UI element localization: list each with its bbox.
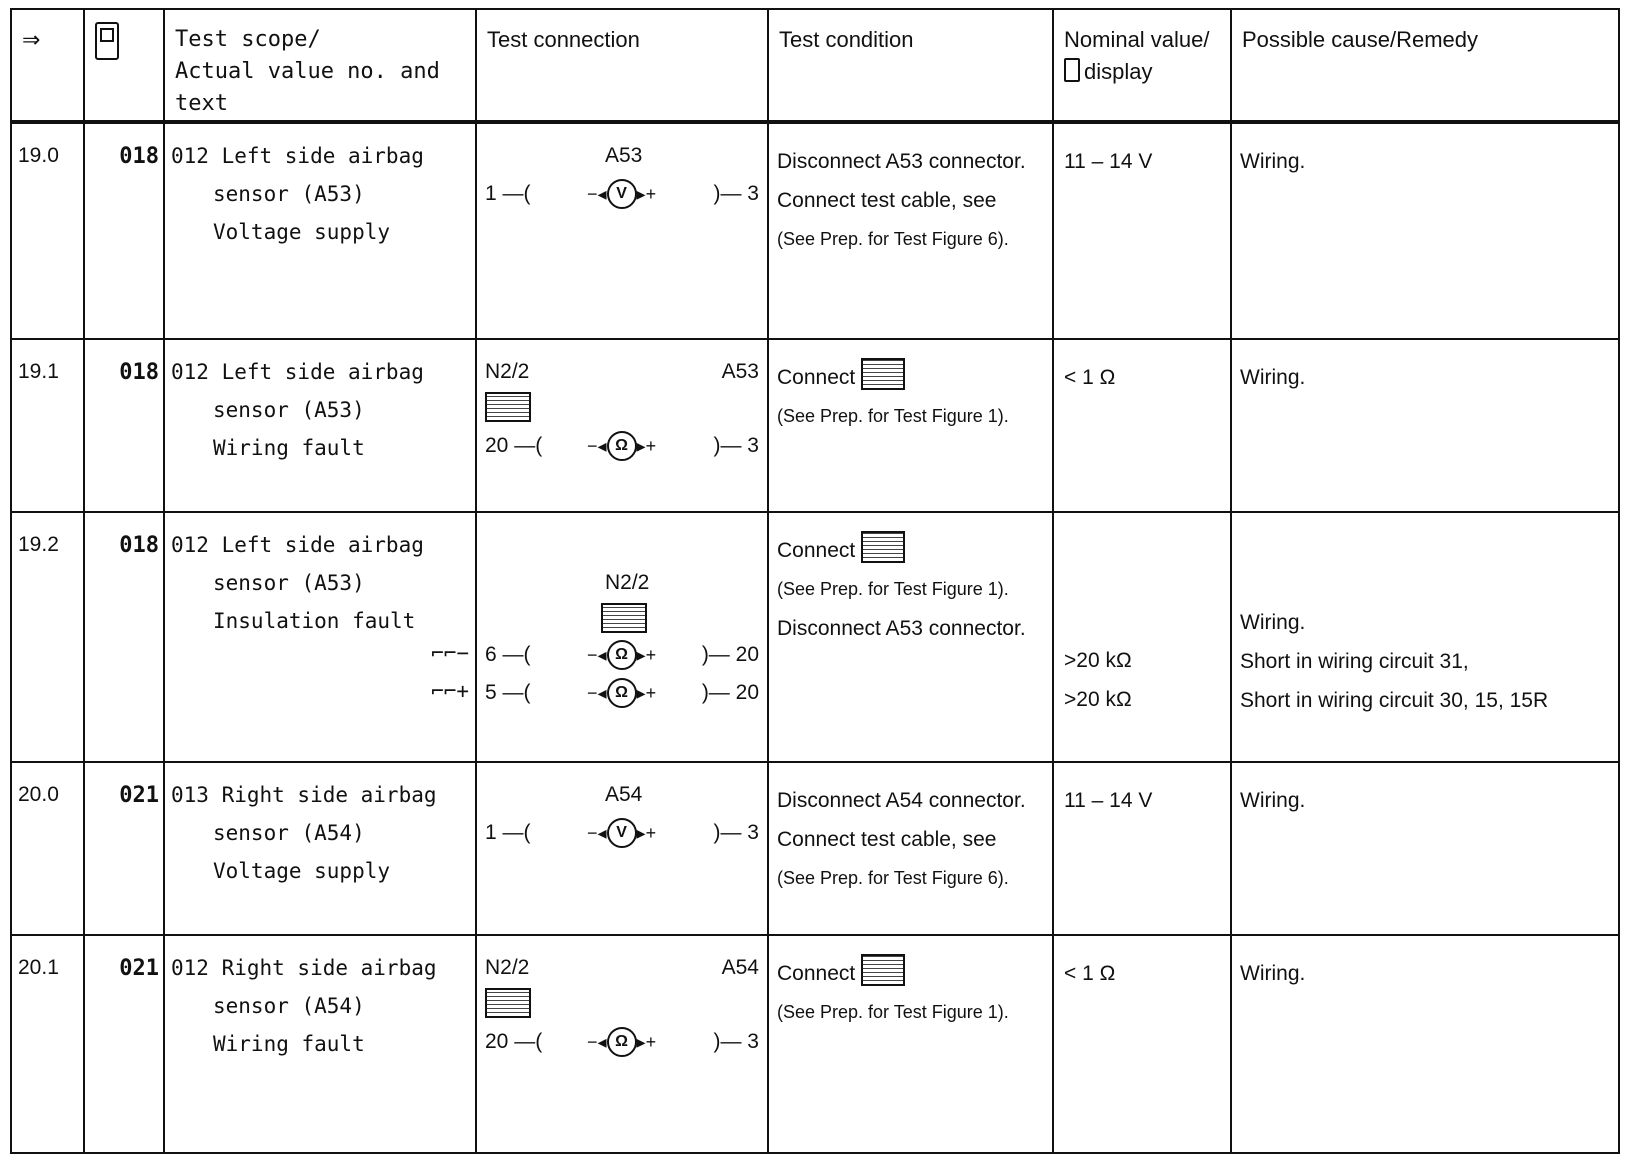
tester-box-icon bbox=[861, 954, 905, 986]
meter-symbol: −◂ Ω ▸+ bbox=[587, 678, 656, 708]
nominal-value: < 1 Ω bbox=[1064, 962, 1116, 985]
test-scope-cell bbox=[164, 762, 476, 935]
connector-name: N2/2 bbox=[605, 571, 650, 594]
scope-line: 012 Left side airbag bbox=[171, 144, 424, 168]
connector-name: A54 bbox=[721, 956, 759, 979]
nominal-value: >20 kΩ bbox=[1064, 649, 1132, 672]
condition-text: Connect bbox=[777, 366, 856, 389]
tester-code: 021 bbox=[84, 935, 164, 1153]
connection-right-pin: )— 3 bbox=[713, 821, 759, 844]
test-scope-cell bbox=[164, 339, 476, 512]
scope-line: Wiring fault bbox=[213, 436, 365, 460]
condition-line bbox=[777, 358, 1046, 397]
header-scope bbox=[164, 9, 476, 122]
header-nominal-line1: Nominal value/ bbox=[1064, 27, 1210, 52]
condition-reference: (See Prep. for Test Figure 1). bbox=[777, 579, 1009, 599]
condition-text: Connect test cable, see bbox=[777, 828, 997, 851]
condition-text: Connect bbox=[777, 962, 856, 985]
scope-line: sensor (A53) bbox=[213, 571, 365, 595]
header-row bbox=[11, 9, 1619, 122]
connection-left-pin: 1 —( bbox=[485, 182, 531, 205]
step-number: 20.1 bbox=[11, 935, 84, 1153]
tester-label: N2/2 bbox=[485, 956, 530, 979]
test-condition-cell bbox=[768, 762, 1053, 935]
remedy-text: Wiring. bbox=[1240, 150, 1306, 173]
connector-name: A53 bbox=[605, 144, 643, 167]
header-tester bbox=[84, 9, 164, 122]
test-connection-cell bbox=[476, 512, 768, 762]
connection-right-pin: )— 3 bbox=[713, 1030, 759, 1053]
condition-line bbox=[777, 820, 1046, 859]
condition-line bbox=[777, 181, 1046, 220]
remedy-text: Wiring. bbox=[1240, 962, 1306, 985]
nominal-value: >20 kΩ bbox=[1064, 688, 1132, 711]
tester-box-icon bbox=[485, 392, 531, 422]
test-condition-cell bbox=[768, 122, 1053, 339]
probe-label: ⌐⌐+ bbox=[431, 679, 469, 703]
scope-line: 012 Left side airbag bbox=[171, 360, 424, 384]
test-connection-cell bbox=[476, 122, 768, 339]
remedy-text: Short in wiring circuit 31, bbox=[1240, 650, 1469, 673]
header-arrow: ⇒ bbox=[11, 9, 84, 122]
header-scope-line1: Test scope/ bbox=[175, 27, 321, 52]
scope-line: Insulation fault bbox=[213, 609, 416, 633]
table-row bbox=[11, 122, 1619, 339]
header-remedy: Possible cause/Remedy bbox=[1231, 9, 1619, 122]
test-connection-cell bbox=[476, 762, 768, 935]
condition-line bbox=[777, 781, 1046, 820]
connection-left-pin: 20 —( bbox=[485, 434, 543, 457]
nominal-value: < 1 Ω bbox=[1064, 366, 1116, 389]
header-nominal-line2: display bbox=[1084, 59, 1153, 84]
nominal-value-cell bbox=[1053, 122, 1231, 339]
meter-ohmmeter-icon: Ω bbox=[607, 678, 637, 708]
remedy-text: Wiring. bbox=[1240, 611, 1306, 634]
connection-right-pin: )— 20 bbox=[701, 681, 759, 704]
test-table-sheet bbox=[10, 8, 1618, 1144]
test-connection-cell bbox=[476, 935, 768, 1153]
step-number: 19.1 bbox=[11, 339, 84, 512]
scope-line: 012 Left side airbag bbox=[171, 533, 424, 557]
connection-right-pin: )— 20 bbox=[701, 643, 759, 666]
tester-box-icon bbox=[601, 603, 647, 633]
remedy-cell bbox=[1231, 762, 1619, 935]
connector-name: A53 bbox=[721, 360, 759, 383]
tester-label: N2/2 bbox=[485, 360, 530, 383]
condition-reference: (See Prep. for Test Figure 1). bbox=[777, 406, 1009, 426]
probe-label: ⌐⌐− bbox=[431, 641, 469, 665]
header-scope-line2: Actual value no. and text bbox=[175, 59, 440, 116]
condition-line bbox=[777, 954, 1046, 993]
tester-code: 018 bbox=[84, 512, 164, 762]
meter-symbol: −◂ V ▸+ bbox=[587, 179, 656, 209]
connection-right-pin: )— 3 bbox=[713, 434, 759, 457]
condition-extra: Disconnect A53 connector. bbox=[777, 617, 1026, 640]
scope-line: Wiring fault bbox=[213, 1032, 365, 1056]
condition-line bbox=[777, 142, 1046, 181]
remedy-text: Wiring. bbox=[1240, 789, 1306, 812]
condition-text: Connect test cable, see bbox=[777, 189, 997, 212]
meter-voltmeter-icon: V bbox=[607, 179, 637, 209]
table-row bbox=[11, 935, 1619, 1153]
nominal-value-cell bbox=[1053, 339, 1231, 512]
condition-text: Connect bbox=[777, 539, 856, 562]
connector-name: A54 bbox=[605, 783, 643, 806]
scope-line: Voltage supply bbox=[213, 220, 391, 244]
connection-left-pin: 5 —( bbox=[485, 681, 531, 704]
test-scope-cell bbox=[164, 935, 476, 1153]
condition-line bbox=[777, 531, 1046, 570]
meter-ohmmeter-icon: Ω bbox=[607, 1027, 637, 1057]
nominal-value: 11 – 14 V bbox=[1064, 150, 1153, 173]
header-condition: Test condition bbox=[768, 9, 1053, 122]
remedy-cell bbox=[1231, 339, 1619, 512]
tester-code: 021 bbox=[84, 762, 164, 935]
connection-right-pin: )— 3 bbox=[713, 182, 759, 205]
hand-tester-icon bbox=[95, 22, 119, 60]
scope-line: sensor (A54) bbox=[213, 821, 365, 845]
scope-line: sensor (A53) bbox=[213, 182, 365, 206]
meter-symbol: −◂ V ▸+ bbox=[587, 818, 656, 848]
scope-line: sensor (A53) bbox=[213, 398, 365, 422]
meter-symbol: −◂ Ω ▸+ bbox=[587, 1027, 656, 1057]
condition-text: Disconnect A54 connector. bbox=[777, 789, 1026, 812]
meter-symbol: −◂ Ω ▸+ bbox=[587, 640, 656, 670]
remedy-cell bbox=[1231, 512, 1619, 762]
test-condition-cell bbox=[768, 512, 1053, 762]
test-connection-cell bbox=[476, 339, 768, 512]
tester-code: 018 bbox=[84, 339, 164, 512]
step-number: 20.0 bbox=[11, 762, 84, 935]
table-row bbox=[11, 512, 1619, 762]
scope-line: 013 Right side airbag bbox=[171, 783, 437, 807]
test-condition-cell bbox=[768, 339, 1053, 512]
remedy-cell bbox=[1231, 935, 1619, 1153]
table-row bbox=[11, 762, 1619, 935]
meter-voltmeter-icon: V bbox=[607, 818, 637, 848]
test-scope-cell bbox=[164, 512, 476, 762]
meter-ohmmeter-icon: Ω bbox=[607, 640, 637, 670]
step-number: 19.0 bbox=[11, 122, 84, 339]
connection-left-pin: 20 —( bbox=[485, 1030, 543, 1053]
connection-left-pin: 1 —( bbox=[485, 821, 531, 844]
condition-reference: (See Prep. for Test Figure 6). bbox=[777, 229, 1009, 249]
remedy-text: Wiring. bbox=[1240, 366, 1306, 389]
nominal-value-cell bbox=[1053, 935, 1231, 1153]
test-scope-cell bbox=[164, 122, 476, 339]
scope-line: sensor (A54) bbox=[213, 994, 365, 1018]
meter-symbol: −◂ Ω ▸+ bbox=[587, 431, 656, 461]
step-number: 19.2 bbox=[11, 512, 84, 762]
test-condition-cell bbox=[768, 935, 1053, 1153]
header-nominal bbox=[1053, 9, 1231, 122]
tester-box-icon bbox=[485, 988, 531, 1018]
condition-reference: (See Prep. for Test Figure 1). bbox=[777, 1002, 1009, 1022]
remedy-cell bbox=[1231, 122, 1619, 339]
nominal-value-cell bbox=[1053, 512, 1231, 762]
tester-code: 018 bbox=[84, 122, 164, 339]
condition-text: Disconnect A53 connector. bbox=[777, 150, 1026, 173]
remedy-text: Short in wiring circuit 30, 15, 15R bbox=[1240, 689, 1549, 712]
scope-line: 012 Right side airbag bbox=[171, 956, 437, 980]
header-connection: Test connection bbox=[476, 9, 768, 122]
meter-ohmmeter-icon: Ω bbox=[607, 431, 637, 461]
scope-line: Voltage supply bbox=[213, 859, 391, 883]
nominal-value-cell bbox=[1053, 762, 1231, 935]
table-row bbox=[11, 339, 1619, 512]
tester-box-icon bbox=[861, 531, 905, 563]
nominal-value: 11 – 14 V bbox=[1064, 789, 1153, 812]
hand-tester-small-icon bbox=[1064, 58, 1080, 82]
connection-left-pin: 6 —( bbox=[485, 643, 531, 666]
test-table bbox=[10, 8, 1620, 1154]
condition-reference: (See Prep. for Test Figure 6). bbox=[777, 868, 1009, 888]
tester-box-icon bbox=[861, 358, 905, 390]
